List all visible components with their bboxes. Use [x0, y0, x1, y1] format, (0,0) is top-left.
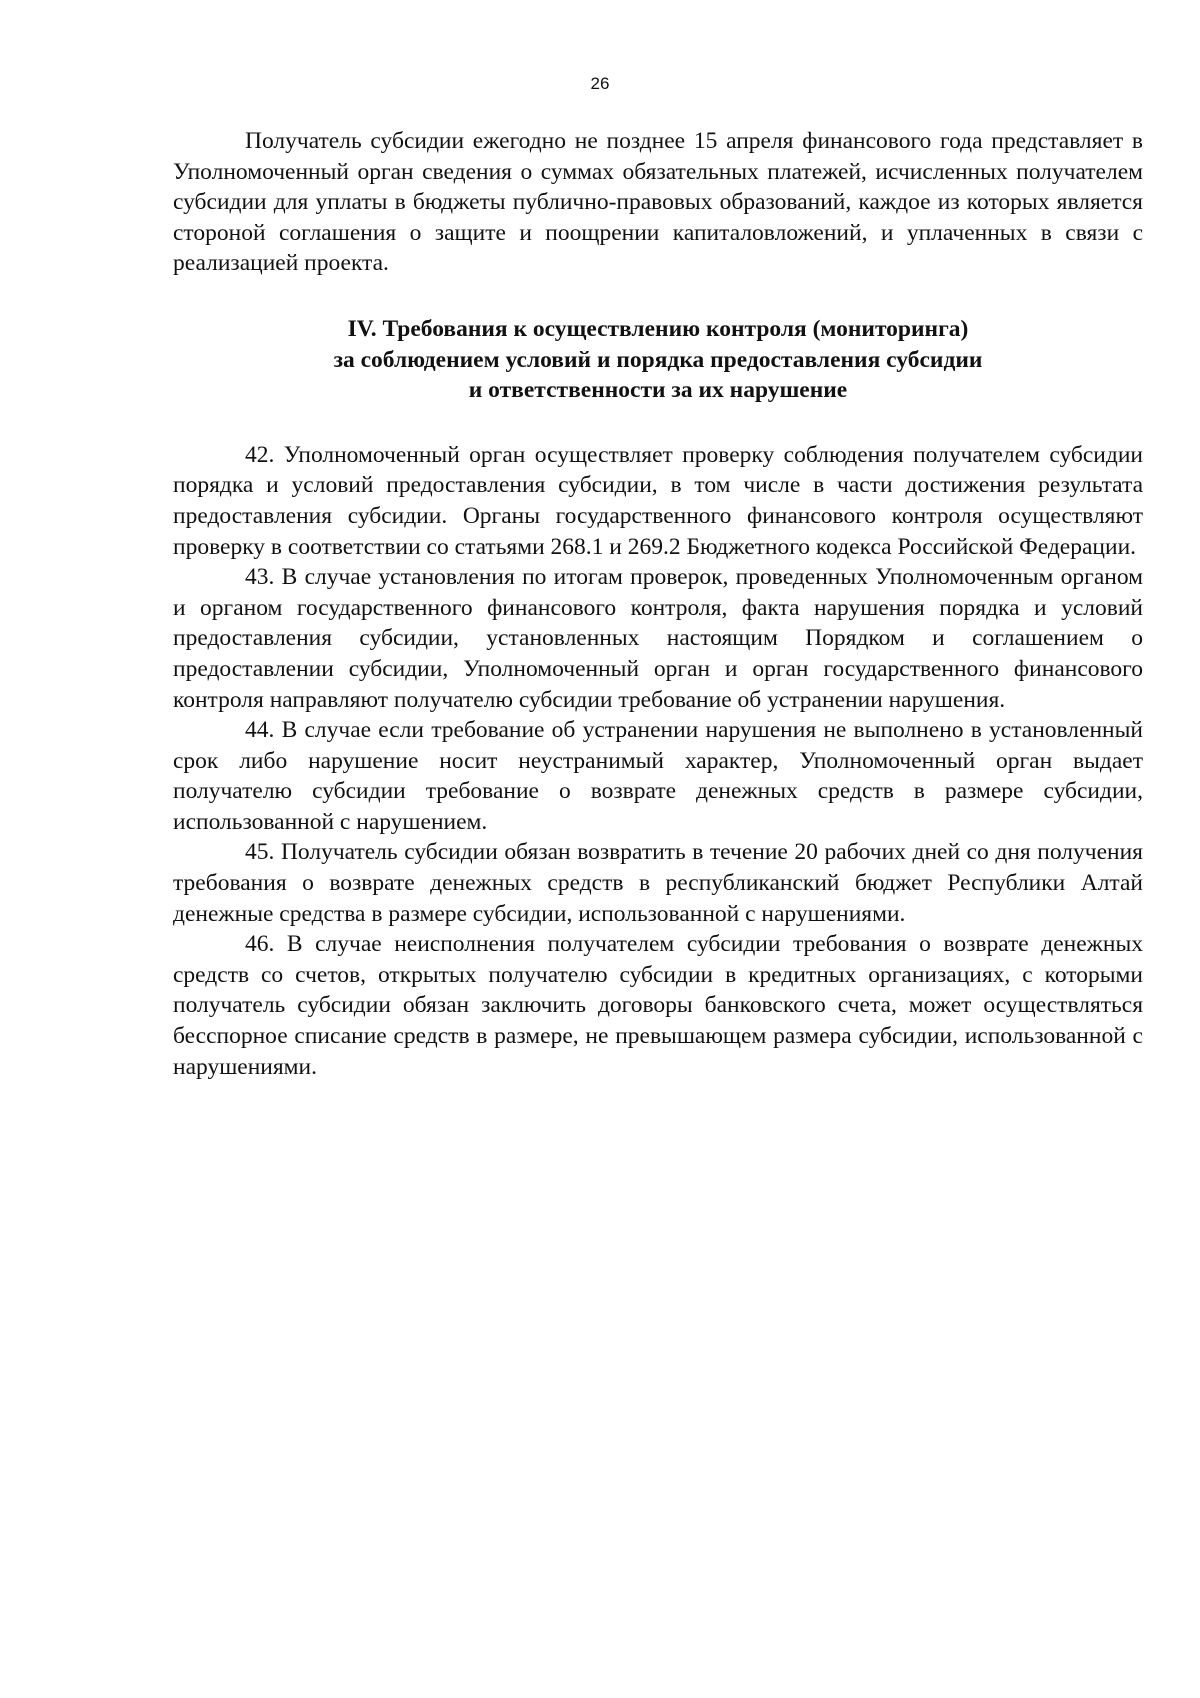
section-heading-line-3: и ответственности за их нарушение [468, 377, 848, 404]
section-heading-line-1: IV. Требования к осуществлению контроля (мониторинга) [347, 315, 969, 342]
page-number: 26 [590, 74, 610, 93]
paragraph-46: 46. В случае неисполнения получателем субсидии требования о возврате денежных средств со счетов, открытых получателю субсидии в кредитных организациях, с которыми получатель субсидии обязан заключить договоры банковского счета, может осуществляться бесспорное списание средств в размере, не превышающем размера субсидии, использованной с нарушениями. [173, 931, 1143, 1080]
paragraph-44: 44. В случае если требование об устранении нарушения не выполнено в установленный срок либо нарушение носит неустранимый характер, Уполномоченный орган выдает получателю субсидии требование о возврате денежных средств в размере субсидии, использованной с нарушением. [173, 717, 1143, 835]
section-heading [173, 314, 1143, 406]
section-heading-line-2: за соблюдением условий и порядка предоставления субсидии [333, 346, 983, 373]
document-body [173, 126, 1143, 1082]
paragraph-43: 43. В случае установления по итогам проверок, проведенных Уполномоченным органом и органом государственного финансового контроля, факта нарушения порядка и условий предоставления субсидии, установленных настоящим Порядком и соглашением о предоставлении субсидии, Уполномоченный орган и орган государственного финансового контроля направляют получателю субсидии требование об устранении нарушения. [173, 564, 1143, 713]
paragraph-42: 42. Уполномоченный орган осуществляет проверку соблюдения получателем субсидии порядка и условий предоставления субсидии, в том числе в части достижения результата предоставления субсидии. Органы государственного финансового контроля осуществляют проверку в соответствии со статьями 268.1 и 269.2 Бюджетного кодекса Российской Федерации. [173, 441, 1143, 560]
paragraph-45: 45. Получатель субсидии обязан возвратить в течение 20 рабочих дней со дня получения требования о возврате денежных средств в республиканский бюджет Республики Алтай денежные средства в размере субсидии, использованной с нарушениями. [173, 839, 1143, 927]
intro-paragraph: Получатель субсидии ежегодно не позднее 15 апреля финансового года представляет в Уполномоченный орган сведения о суммах обязательных платежей, исчисленных получателем субсидии для уплаты в бюджеты публично-правовых образований, каждое из которых является стороной соглашения о защите и поощрении капиталовложений, и уплаченных в связи с реализацией проекта. [173, 128, 1143, 277]
